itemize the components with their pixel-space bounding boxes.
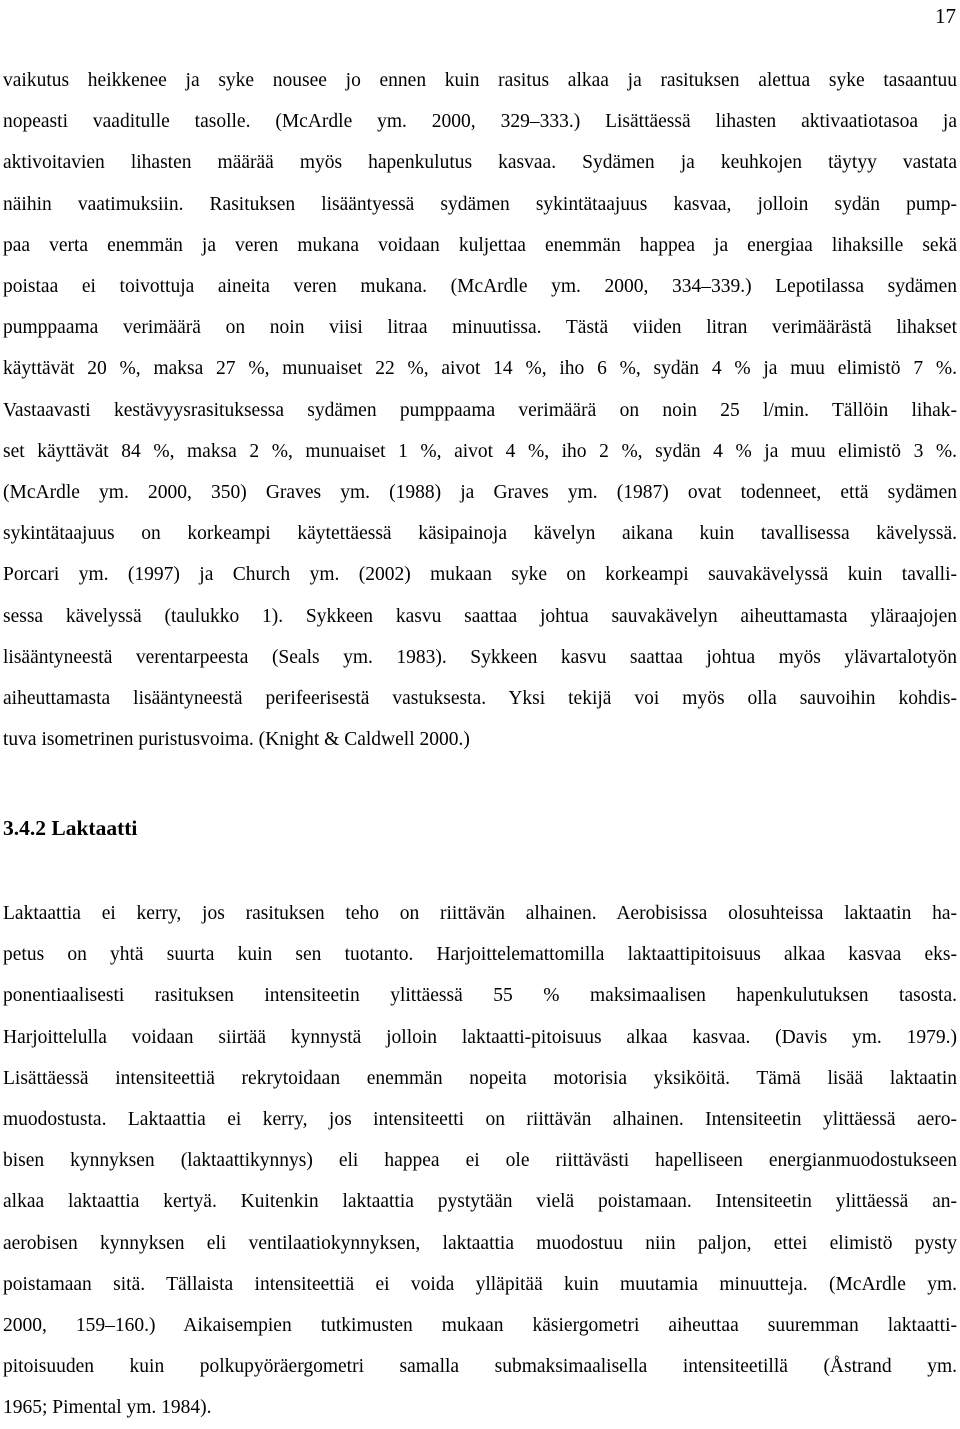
text-line: (McArdle ym. 2000, 350) Graves ym. (1988) ja Graves ym. (1987) ovat todenneet, että sydämen (3, 482, 957, 504)
text-line: pumppaama verimäärä on noin viisi litraa minuutissa. Tästä viiden litran verimäärästä lihakset (3, 317, 957, 339)
text-line: käyttävät 20 %, maksa 27 %, munuaiset 22 %, aivot 14 %, iho 6 %, sydän 4 % ja muu elimistö 7 %. (3, 358, 957, 380)
document-body (3, 60, 957, 1419)
text-line: Porcari ym. (1997) ja Church ym. (2002) mukaan syke on korkeampi sauvakävelyssä kuin tavalli- (3, 564, 957, 586)
text-line: set käyttävät 84 %, maksa 2 %, munuaiset 1 %, aivot 4 %, iho 2 %, sydän 4 % ja muu elimistö 3 %. (3, 440, 957, 462)
text-line: ponentiaalisesti rasituksen intensiteetin ylittäessä 55 % maksimaalisen hapenkulutuksen tasosta. (3, 985, 957, 1007)
text-line: nopeasti vaaditulle tasolle. (McArdle ym. 2000, 329–333.) Lisättäessä lihasten aktivaatiotasoa ja (3, 111, 957, 133)
text-line: muodostusta. Laktaattia ei kerry, jos intensiteetti on riittävän alhainen. Intensiteetin ylittäessä aero- (3, 1109, 957, 1131)
page-number: 17 (935, 4, 956, 28)
text-line: näihin vaatimuksiin. Rasituksen lisääntyessä sydämen sykintätaajuus kasvaa, jolloin sydän pump- (3, 193, 957, 215)
text-line: petus on yhtä suurta kuin sen tuotanto. Harjoittelemattomilla laktaattipitoisuus alkaa kasvaa eks- (3, 944, 957, 966)
text-line: sykintätaajuus on korkeampi käytettäessä käsipainoja kävelyn aikana kuin tavallisessa kävelyssä. (3, 523, 957, 545)
text-line: Harjoittelulla voidaan siirtää kynnystä jolloin laktaatti-pitoisuus alkaa kasvaa. (Davis ym. 1979.) (3, 1026, 957, 1048)
text-line: paa verta enemmän ja veren mukana voidaan kuljettaa enemmän happea ja energiaa lihaksille sekä (3, 234, 957, 256)
text-line: sessa kävelyssä (taulukko 1). Sykkeen kasvu saattaa johtua sauvakävelyn aiheuttamasta yläraajojen (3, 605, 957, 627)
text-line: poistamaan sitä. Tällaista intensiteettiä ei voida ylläpitää kuin muutamia minuutteja. (McArdle ym. (3, 1273, 957, 1295)
text-line: 2000, 159–160.) Aikaisempien tutkimusten mukaan käsiergometri aiheuttaa suuremman laktaatti- (3, 1315, 957, 1337)
text-line: poistaa ei toivottuja aineita veren mukana. (McArdle ym. 2000, 334–339.) Lepotilassa sydämen (3, 276, 957, 298)
text-line: bisen kynnyksen (laktaattikynnys) eli happea ei ole riittävästi hapelliseen energianmuodostukseen (3, 1150, 957, 1172)
text-line: aerobisen kynnyksen eli ventilaatiokynnyksen, laktaattia muodostuu niin paljon, ettei elimistö pysty (3, 1232, 957, 1254)
text-line: alkaa laktaattia kertyä. Kuitenkin laktaattia pystytään vielä poistamaan. Intensiteetin ylittäessä an- (3, 1191, 957, 1213)
section-heading: 3.4.2 Laktaatti (3, 816, 138, 840)
text-line: vaikutus heikkenee ja syke nousee jo ennen kuin rasitus alkaa ja rasituksen alettua syke tasaantuu (3, 70, 957, 91)
text-line: pitoisuuden kuin polkupyöräergometri samalla submaksimaalisella intensiteetillä (Åstrand ym. (3, 1356, 957, 1378)
paragraph-lactate (3, 893, 957, 1429)
text-line: 1965; Pimental ym. 1984). (3, 1397, 212, 1419)
text-line: aiheuttamasta lisääntyneestä perifeerisestä vastuksesta. Yksi tekijä voi myös olla sauvoihin kohdis- (3, 688, 957, 710)
text-line: lisääntyneestä verentarpeesta (Seals ym. 1983). Sykkeen kasvu saattaa johtua myös ylävartalotyön (3, 646, 957, 668)
text-line: aktivoitavien lihasten määrää myös hapenkulutus kasvaa. Sydämen ja keuhkojen täytyy vastata (3, 152, 957, 174)
paragraph-heart-rate (3, 60, 957, 760)
text-line: Vastaavasti kestävyysrasituksessa sydämen pumppaama verimäärä on noin 25 l/min. Tällöin lihak- (3, 399, 957, 421)
text-line: tuva isometrinen puristusvoima. (Knight & Caldwell 2000.) (3, 729, 470, 751)
text-line: Lisättäessä intensiteettiä rekrytoidaan enemmän nopeita motorisia yksiköitä. Tämä lisää laktaatin (3, 1067, 957, 1089)
text-line: Laktaattia ei kerry, jos rasituksen teho on riittävän alhainen. Aerobisissa olosuhteissa laktaatin ha- (3, 903, 957, 924)
